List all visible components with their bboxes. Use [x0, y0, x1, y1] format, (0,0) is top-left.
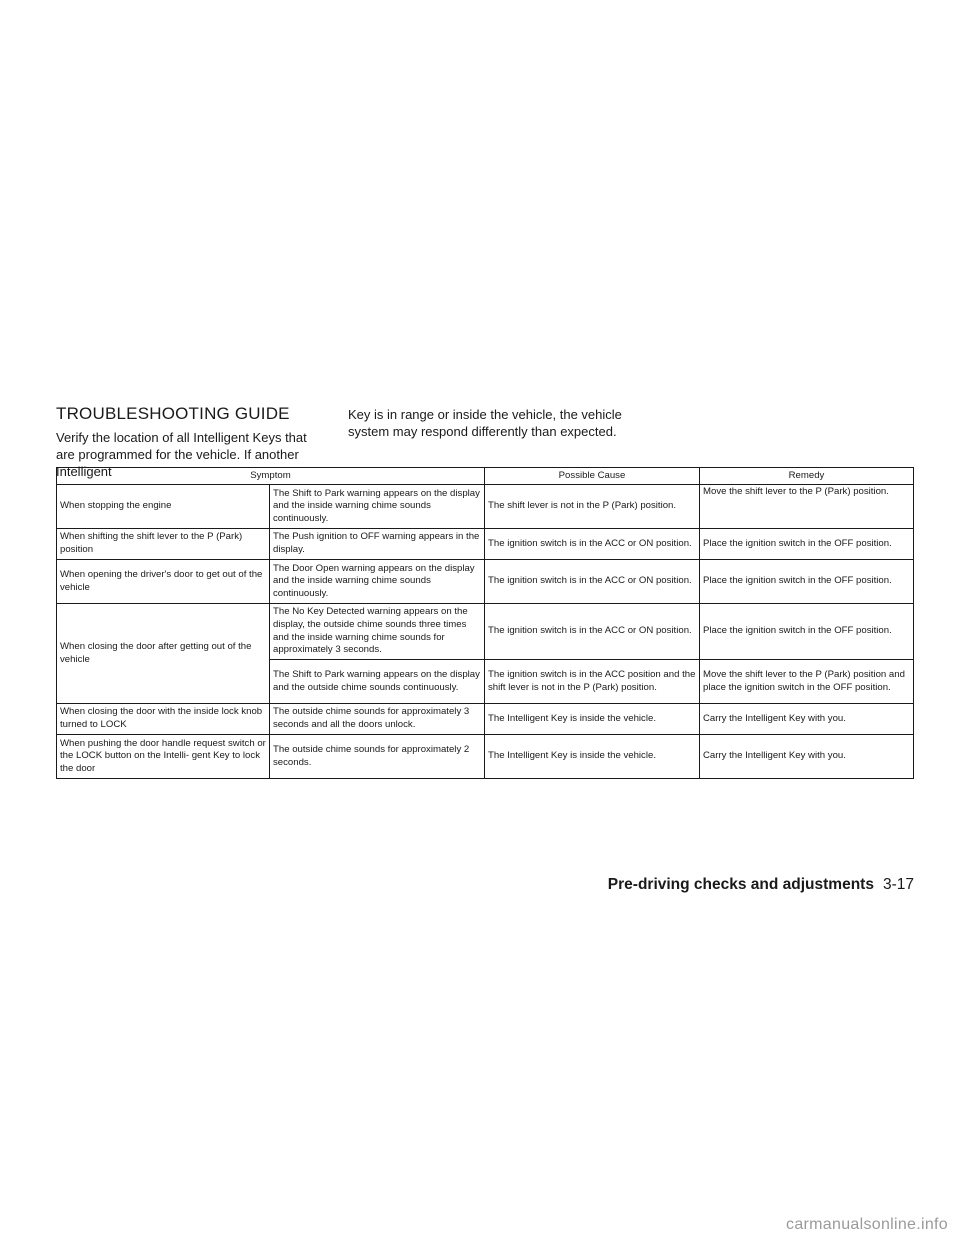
- remedy-cell: Place the ignition switch in the OFF position.: [700, 560, 914, 604]
- symptom-cell: When shifting the shift lever to the P (Park) position: [57, 529, 270, 560]
- troubleshooting-table: [56, 467, 914, 779]
- remedy-cell: Carry the Intelligent Key with you.: [700, 704, 914, 735]
- symptom-cell: When opening the driver's door to get out of the vehicle: [57, 560, 270, 604]
- remedy-cell: Carry the Intelligent Key with you.: [700, 735, 914, 779]
- table-row: [57, 485, 914, 529]
- intro-paragraph-left: Verify the location of all Intelligent Keys that are programmed for the vehicle. If another Intelligent: [56, 430, 307, 479]
- cause-cell: The Intelligent Key is inside the vehicle.: [485, 735, 700, 779]
- table-row: [57, 560, 914, 604]
- cause-cell: The Intelligent Key is inside the vehicle.: [485, 704, 700, 735]
- header-symptom: Symptom: [57, 468, 485, 485]
- symptom-detail-cell: The Shift to Park warning appears on the display and the inside warning chime sounds continuously.: [270, 485, 485, 529]
- table-row: [57, 529, 914, 560]
- symptom-detail-cell: The Shift to Park warning appears on the display and the outside chime sounds continuously.: [270, 660, 485, 704]
- header-remedy: Remedy: [700, 468, 914, 485]
- symptom-detail-cell: The Door Open warning appears on the display and the inside warning chime sounds continuously.: [270, 560, 485, 604]
- cause-cell: The ignition switch is in the ACC or ON position.: [485, 529, 700, 560]
- watermark: carmanualsonline.info: [786, 1216, 948, 1233]
- symptom-detail-cell: The outside chime sounds for approximately 2 seconds.: [270, 735, 485, 779]
- symptom-cell: When closing the door after getting out of the vehicle: [57, 604, 270, 704]
- symptom-detail-cell: The outside chime sounds for approximately 3 seconds and all the doors unlock.: [270, 704, 485, 735]
- footer-section-title: Pre-driving checks and adjustments: [607, 876, 874, 893]
- page-footer: [608, 876, 914, 894]
- remedy-cell: Move the shift lever to the P (Park) position and place the ignition switch in the OFF position.: [700, 660, 914, 704]
- symptom-detail-cell: The No Key Detected warning appears on the display, the outside chime sounds three times and the inside warning chime sounds for approximately 3 seconds.: [270, 604, 485, 660]
- symptom-cell: When closing the door with the inside lock knob turned to LOCK: [57, 704, 270, 735]
- cause-cell: The ignition switch is in the ACC or ON position.: [485, 604, 700, 660]
- table-row: [57, 704, 914, 735]
- symptom-detail-cell: The Push ignition to OFF warning appears in the display.: [270, 529, 485, 560]
- symptom-cell: When stopping the engine: [57, 485, 270, 529]
- cause-cell: The ignition switch is in the ACC or ON position.: [485, 560, 700, 604]
- remedy-cell: Move the shift lever to the P (Park) position.: [700, 485, 914, 529]
- symptom-cell: When pushing the door handle request switch or the LOCK button on the Intelli- gent Key to lock the door: [57, 735, 270, 779]
- remedy-cell: Place the ignition switch in the OFF position.: [700, 604, 914, 660]
- table-header-row: [57, 468, 914, 485]
- cause-cell: The ignition switch is in the ACC position and the shift lever is not in the P (Park) position.: [485, 660, 700, 704]
- header-possible-cause: Possible Cause: [485, 468, 700, 485]
- table-row: [57, 604, 914, 660]
- intro-paragraph-right: Key is in range or inside the vehicle, the vehicle system may respond differently than expected.: [348, 407, 622, 439]
- table-row: [57, 735, 914, 779]
- footer-page-number: 3-17: [882, 876, 914, 893]
- remedy-cell: Place the ignition switch in the OFF position.: [700, 529, 914, 560]
- page-title: TROUBLESHOOTING GUIDE: [56, 404, 290, 423]
- cause-cell: The shift lever is not in the P (Park) position.: [485, 485, 700, 529]
